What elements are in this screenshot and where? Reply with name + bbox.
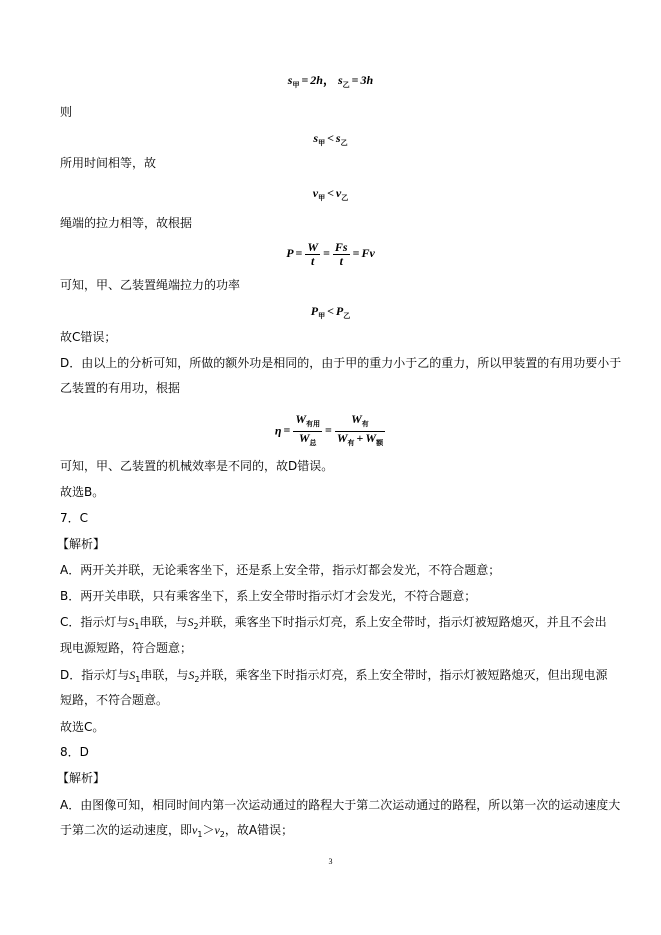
fraction-denominator xyxy=(293,432,322,450)
formula-var: s xyxy=(335,131,341,145)
formula-operator: < xyxy=(327,131,334,145)
velocity-symbol: v xyxy=(192,823,198,837)
q7-option-d-line2: 短路，不符合题意。 xyxy=(60,693,169,707)
text-segment: 并联，乘客坐下时指示灯亮，系上安全带时，指示灯被短路熄灭，但出现电源 xyxy=(199,668,608,682)
text-same-time: 所用时间相等，故 xyxy=(60,156,157,170)
fraction-numerator: W xyxy=(307,239,319,254)
formula-var: v xyxy=(335,186,342,200)
formula-fraction xyxy=(305,241,320,268)
subscript: 2 xyxy=(194,675,200,684)
formula-fraction xyxy=(333,241,350,268)
formula-operator: < xyxy=(327,304,334,318)
formula-power xyxy=(0,239,661,268)
text-option-d-line1: D．由以上的分析可知，所做的额外功是相同的，由于甲的重力小于乙的重力，所以甲装置的有用功要小于 xyxy=(60,356,622,370)
text-c-wrong: 故C错误； xyxy=(60,330,117,344)
q7-option-a: A．两开关并联，无论乘客坐下，还是系上安全带，指示灯都会发光，不符合题意； xyxy=(60,563,501,577)
formula-operator: = xyxy=(351,73,359,87)
subscript: 1 xyxy=(135,675,141,684)
text-option-d-line2: 乙装置的有用功，根据 xyxy=(60,381,181,395)
subscript: 1 xyxy=(197,830,203,839)
formula-var: v xyxy=(312,186,319,200)
formula-var: P xyxy=(335,304,344,318)
formula-var: P xyxy=(310,304,319,318)
q7-answer: 故选C。 xyxy=(60,720,105,734)
switch-symbol: S xyxy=(128,615,135,629)
formula-var: W xyxy=(351,412,362,426)
comparison-operator: ＞ xyxy=(202,823,215,837)
fraction-denominator: t xyxy=(339,253,343,268)
formula-subscript: 甲 xyxy=(292,81,300,89)
formula-var: W xyxy=(295,412,307,426)
fraction-denominator xyxy=(335,432,385,450)
formula-var: s xyxy=(338,73,343,87)
formula-power-compare xyxy=(0,303,661,324)
formula-subscript: 甲 xyxy=(318,194,326,202)
formula-speed-compare xyxy=(0,185,661,206)
formula-var: η xyxy=(274,423,282,438)
text-efficiency-conclusion: 可知，甲、乙装置的机械效率是不同的，故D错误。 xyxy=(60,459,334,473)
formula-subscript: 乙 xyxy=(341,194,349,202)
formula-subscript: 乙 xyxy=(343,312,351,320)
formula-operator: = xyxy=(325,423,332,438)
q8-analysis-label: 【解析】 xyxy=(57,771,106,785)
q7-heading: 7．C xyxy=(60,511,89,525)
fraction-numerator xyxy=(335,413,385,432)
formula-value: Fv xyxy=(361,246,375,260)
text-then: 则 xyxy=(60,105,73,119)
formula-var: W xyxy=(365,431,377,445)
formula-var: s xyxy=(287,73,293,87)
formula-separator: ， xyxy=(322,73,335,87)
formula-subscript: 甲 xyxy=(318,312,326,320)
q7-option-c-line1 xyxy=(60,614,607,635)
formula-operator: < xyxy=(327,186,334,200)
formula-value: 3h xyxy=(360,73,374,87)
formula-distance xyxy=(0,72,661,93)
text-segment: 并联，乘客坐下时指示灯亮，系上安全带时，指示灯被短路熄灭，并且不会出 xyxy=(198,615,607,629)
formula-var: P xyxy=(286,246,294,260)
q8-heading: 8．D xyxy=(60,745,89,759)
formula-var: s xyxy=(313,131,319,145)
switch-symbol: S xyxy=(129,668,136,682)
formula-efficiency xyxy=(0,413,661,450)
formula-subscript: 乙 xyxy=(340,139,348,147)
fraction-denominator: t xyxy=(311,253,315,268)
formula-distance-compare xyxy=(0,130,661,151)
q7-option-c-line2: 现电源短路，符合题意； xyxy=(60,641,193,655)
formula-operator: + xyxy=(356,431,364,445)
q7-option-d-line1 xyxy=(60,667,607,688)
subscript: 2 xyxy=(193,622,199,631)
fraction-numerator xyxy=(293,413,322,432)
fraction-numerator: Fs xyxy=(334,239,348,254)
q7-analysis-label: 【解析】 xyxy=(57,537,106,551)
page-number: 3 xyxy=(328,857,333,866)
text-segment: D．指示灯与 xyxy=(60,668,130,682)
formula-fraction xyxy=(293,413,322,450)
switch-symbol: S xyxy=(187,615,194,629)
formula-subscript: 有 xyxy=(361,420,369,428)
q8-option-a-line1: A．由图像可知，相同时间内第一次运动通过的路程大于第二次运动通过的路程，所以第一次的运动速度大 xyxy=(60,798,621,812)
formula-subscript: 乙 xyxy=(342,81,350,89)
formula-var: W xyxy=(336,431,348,445)
text-same-force: 绳端的拉力相等，故根据 xyxy=(60,216,193,230)
text-power-conclusion: 可知，甲、乙装置绳端拉力的功率 xyxy=(60,278,241,292)
text-segment: 于第二次的运动速度，即 xyxy=(60,823,193,837)
text-q6-answer: 故选B。 xyxy=(60,485,105,499)
velocity-symbol: v xyxy=(214,823,220,837)
text-segment: 串联，与 xyxy=(140,668,189,682)
text-segment: 串联，与 xyxy=(139,615,188,629)
formula-subscript: 甲 xyxy=(318,139,326,147)
subscript: 1 xyxy=(134,622,140,631)
subscript: 2 xyxy=(219,830,225,839)
formula-subscript: 有 xyxy=(347,439,355,447)
formula-subscript: 总 xyxy=(309,439,317,447)
text-segment: ，故A错误； xyxy=(224,823,294,837)
formula-value: 2h xyxy=(310,73,323,87)
switch-symbol: S xyxy=(188,668,195,682)
text-segment: C．指示灯与 xyxy=(60,615,129,629)
q7-option-b: B．两开关串联，只有乘客坐下，系上安全带时指示灯才会发光，不符合题意； xyxy=(60,589,477,603)
formula-subscript: 有用 xyxy=(306,420,321,428)
formula-operator: = xyxy=(301,73,309,87)
formula-var: W xyxy=(298,431,310,445)
formula-fraction xyxy=(335,413,385,450)
formula-operator: = xyxy=(352,246,360,260)
formula-operator: = xyxy=(295,246,303,260)
formula-subscript: 额 xyxy=(376,439,384,447)
q8-option-a-line2 xyxy=(60,822,293,843)
formula-operator: = xyxy=(323,246,330,260)
formula-operator: = xyxy=(283,423,291,438)
